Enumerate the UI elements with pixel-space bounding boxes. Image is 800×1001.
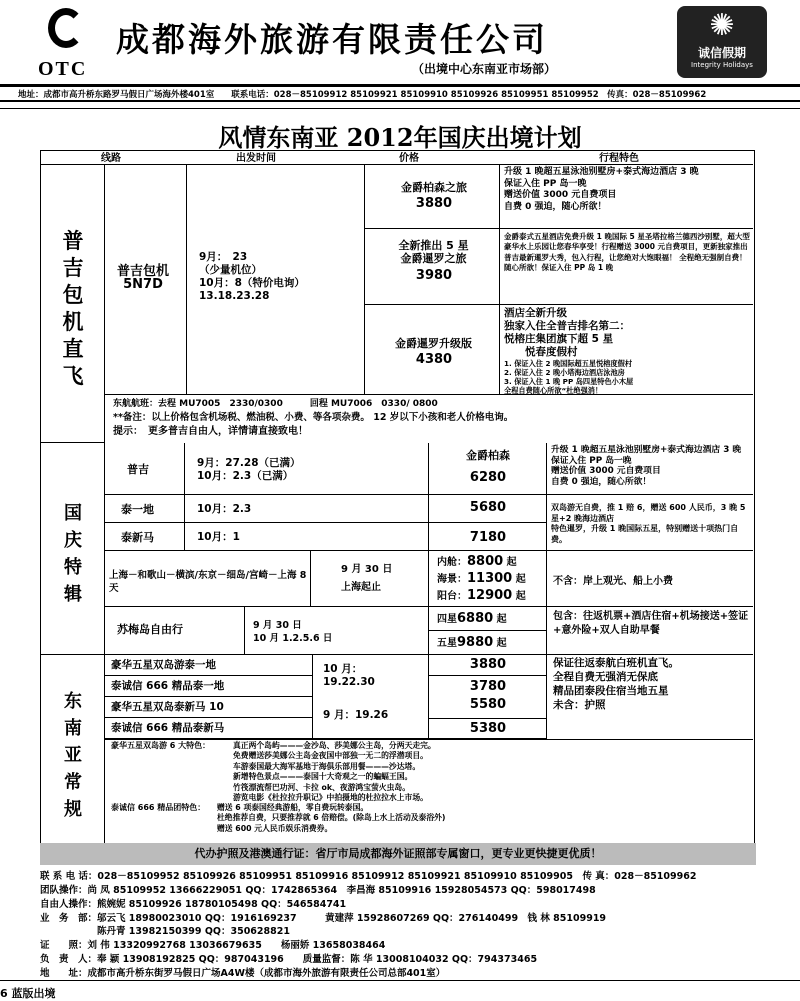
pkg-1-price: 3880 [415,196,453,211]
phuket-tip: 提示： 更多普吉自由人，详情请直接致电！ [113,426,308,437]
c-logo-icon [48,8,84,48]
divider [0,980,800,981]
n-r4-feat: 不含：岸上观光、船上小费 [553,576,673,587]
pkg-3-price: 4380 [415,352,453,367]
n-r4-dates: 9 月 30 日 上海起止 [341,564,393,593]
cabin-balcony: 阳台：12900 起 [437,588,526,603]
sea-feat: 保证往返泰航白班机直飞。 全程自费无强消无保底 精品团泰段住宿当地五星 未含：护照 [553,657,679,711]
otc-logo [38,8,110,80]
desc2-label: 泰诚信 666 精品团特色： [111,803,206,812]
pkg-3-name: 金爵暹罗升级版 [395,337,472,350]
national-label: 国 庆 特 辑 [64,503,82,605]
contact-line: 陈丹青 13982150399 QQ：350628821 [40,926,290,937]
n-r1-route: 普吉 [127,463,149,476]
sea-r3-price: 5580 [469,697,507,712]
samui-4star: 四星6880 起 [437,611,507,626]
contact-line: 业 务 部：邬云飞 18980023010 QQ：1916169237 黄建萍 15928607269 QQ：276140499 钱 林 85109919 [40,913,607,924]
pkg-2-name: 全新推出 5 星 金爵暹罗之旅 [398,239,469,265]
header [0,0,800,84]
sea-r2-route: 泰诚信 666 精品泰一地 [111,680,225,692]
plan-table [40,150,755,844]
sea-label: 东 南 亚 常 规 [64,691,82,820]
department: （出境中心东南亚市场部） [412,62,557,76]
phuket-route: 普吉包机 5N7D [117,264,170,292]
pkg-2-price: 3980 [415,268,453,283]
contact-line: 地 址：成都市高升桥东街罗马假日广场A4W楼（成都市海外旅游有限责任公司总部401室） [40,968,446,979]
sea-r4-route: 泰诚信 666 精品泰新马 [111,722,225,734]
desc1-label: 豪华五星双岛游 6 大特色： [111,741,211,750]
divider [105,739,753,740]
feat-3b-text: 1. 保证入住 2 晚国际超五星悦榕度假村 2. 保证入住 2 晚小塔海边酒店泳池房 3. 保证入住 1 晚 PP 岛四星特色小木屋 全程自费随心所欲“杜绝强消！ [504,359,634,395]
sun-icon: ✺ [709,8,735,43]
logo-text: OTC [38,58,88,80]
col-price: 价格 [399,153,419,164]
sea-r1-price: 3880 [469,657,507,672]
contact-line: 负 责 人：奉 颖 13908192825 QQ：987043196 质量监督：陈 华 13008104032 QQ：794373465 [40,954,538,965]
n-r1-price: 6280 [469,470,507,485]
table-header [41,151,753,165]
desc2: 赠送 6 项泰国经典游船，零自费玩转泰国。 杜绝推荐自费，只要推荐就 6 倍赔偿。(除岛上水上活动及泰浴外) 赠送 600 元人民币娱乐消费券。 [217,803,446,833]
phuket-label: 普 吉 包 机 直 飞 [62,228,84,388]
cabin-sea: 海景：11300 起 [437,571,526,586]
n-r5-dates: 9 月 30 日 10 月 1.2.5.6 日 [253,620,333,644]
n-r2-dates: 10月：2.3 [197,503,252,515]
divider [0,100,800,102]
company-name: 成都海外旅游有限责任公司 [116,20,548,59]
pkg-3 [365,305,500,395]
n-r1-feat: 升级 1 晚超五星泳池别墅房+泰式海边酒店 3 晚 保证入住 PP 岛一晚 赠送价值 3000 元自费项目 自费 0 强迫，随心所欲！ [551,445,742,487]
n-r23-feat: 双岛游无自费，推 1 赔 6，赠送 600 人民币，3 晚 5 星+2 晚海边酒店 特色暹罗，升级 1 晚国际五星，特别赠送十项热门自费。 [551,503,746,544]
n-r5-feat: 包含：往返机票+酒店住宿+机场接送+签证+意外险+双人自助早餐 [553,611,749,636]
brand-logo [677,6,767,78]
n-r3-dates: 10月：1 [197,531,240,543]
sea-r1-route: 豪华五星双岛游泰一地 [111,659,216,671]
brand-en: Integrity Holidays [691,61,753,69]
passport-banner: 代办护照及港澳通行证：省厅市局成都海外证照部专属窗口，更专业更快捷更优质！ [40,843,756,865]
divider [0,108,800,109]
feat-1-text: 升级 1 晚超五星泳池别墅房+泰式海边酒店 3 晚 保证入住 PP 岛一晚 赠送价值 3000 元自费项目 自费 0 强迫，随心所欲！ [504,167,699,212]
n-r4-route: 上海－和歌山－横滨/东京－细岛/宫崎－上海 8 天 [109,570,307,594]
sea-dates-1: 10 月： 19.22.30 [323,663,375,688]
sea-r2-price: 3780 [469,679,507,694]
col-date: 出发时间 [236,153,276,164]
contact-line: 证 照：刘 伟 13320992768 13036679635 杨丽娇 13658038464 [40,940,386,951]
n-r2-price: 5680 [469,500,507,515]
phuket-flight: 东航航班：去程 MU7005 2330/0300 回程 MU7006 0330/ 0800 [113,399,438,409]
n-r2-route: 泰一地 [121,503,154,516]
n-r5-route: 苏梅岛自由行 [117,623,183,636]
cabin-inner: 内舱：8800 起 [437,554,517,569]
phuket-note: **备注：以上价格包含机场税、燃油税、小费、等各项杂费。 12 岁以下小孩和老人价格电询。 [113,412,514,423]
divider [0,84,800,87]
sea-price-row-4 [429,718,547,719]
brand-cn: 诚信假期 [697,46,746,60]
sea-r3-route: 豪华五星双岛泰新马 10 [111,701,224,713]
n-r3-route: 泰新马 [121,531,154,544]
col-route: 线路 [101,153,121,164]
n-r3-price: 7180 [469,530,507,545]
contact-line: 自由人操作：熊婉妮 85109926 18780105498 QQ：546584741 [40,899,347,910]
feat-3a-text: 酒店全新升级 独家入住全普吉排名第二： 悦榕庄集团旗下超 5 星 悦春度假村 [504,307,630,358]
pkg-1-name: 金爵柏森之旅 [401,181,467,194]
phuket-dates: 9月： 23 （少量机位） 10月：8（特价电询） 13.18.23.28 [199,251,305,302]
col-feature: 行程特色 [599,153,639,164]
samui-5star: 五星9880 起 [437,635,507,650]
contact-line: 团队操作：尚 凤 85109952 13666229051 QQ：1742865364 李昌海 85109916 15928054573 QQ：598017498 [40,885,596,896]
address-line: 地址：成都市高升桥东路罗马假日广场海外楼401室 联系电话：028－85109912 85109921 85109910 85109926 85109951 85109952 传真：028－85109962 [18,90,707,100]
sea-dates-2: 9 月：19.26 [323,709,389,721]
page-title: 风情东南亚 2012年国庆出境计划 [218,123,582,152]
n-r1-dates: 9月：27.28（已满） 10月：2.3（已满） [197,457,301,482]
sea-r4-price: 5380 [469,721,507,736]
contact-line: 联 系 电 话：028－85109952 85109926 85109951 85109916 85109912 85109921 85109910 85109905 传 真：028－85109962 [40,871,697,882]
page-footer: 6 蓝版出境 [0,987,56,1000]
desc1: 真正两个岛屿———金沙岛、莎美娜公主岛，分两天走完。 免费赠送莎美娜公主岛金夜国中部独一无二的浮潜项目。 车游泰国最大海军基地于海俱乐部用餐———沙达塔。 新增特色景点———泰国十大奇观之一的蝙蝠王国。 竹筏漂流帮巴功河、卡拉 ok、夜游鸿宝萤火虫岛。 游览电影《杜拉拉升职记》中拍摄地的杜拉拉水上市场。 [233,741,436,803]
feat-2-text: 金爵泰式五星酒店免费升级 1 晚国际 5 星圣塔拉格兰德西沙别墅，超大型豪华水上乐园让您春华享受！行程赠送 3000 元自费项目，更新独家推出普吉最新暹罗大秀，包入行程，让您绝对大饱眼福！ 全程绝无强制自费！随心所欲！保证入住 PP 岛 1 晚 [504,232,750,273]
n-r1-name: 金爵柏森 [466,449,510,462]
